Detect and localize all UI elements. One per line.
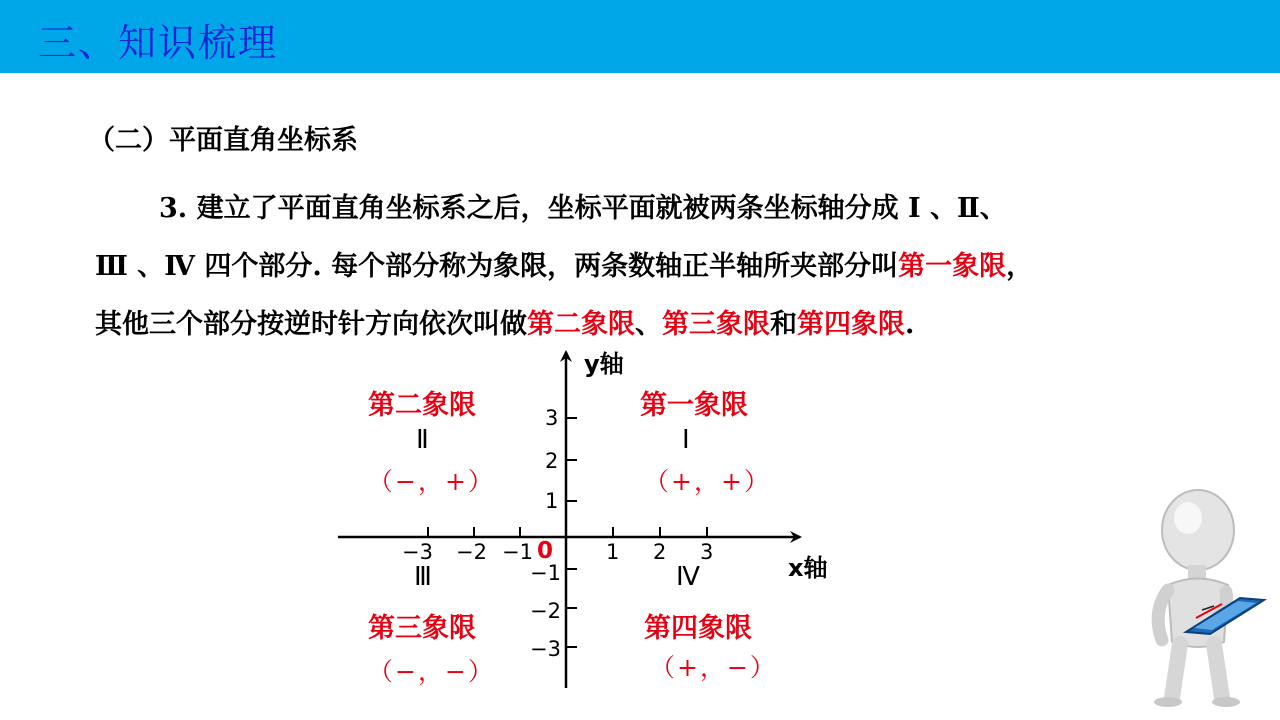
quadrant-4-signs: （+，−） — [650, 653, 777, 682]
y-tick-label: 2 — [545, 449, 559, 473]
section-heading: （二）平面直角坐标系 — [88, 125, 358, 156]
x-tick-label: −2 — [456, 540, 487, 564]
quadrant-1-name: 第一象限 — [640, 390, 748, 421]
quadrant-4-numeral: Ⅳ — [676, 562, 700, 592]
quadrant-3-numeral: Ⅲ — [414, 562, 432, 592]
text-run: 、 — [635, 309, 662, 340]
x-tick-label: 3 — [700, 540, 714, 564]
quadrant-2-signs: （−，+） — [368, 467, 495, 496]
quadrant-3-name: 第三象限 — [368, 613, 476, 644]
y-tick-label: −1 — [530, 561, 561, 585]
x-axis-label: x轴 — [788, 554, 828, 582]
quadrant-1-numeral: Ⅰ — [682, 425, 690, 455]
quadrant-4-name: 第四象限 — [644, 613, 752, 644]
text-run: Ⅲ 、Ⅳ 四个部分. 每个部分称为象限，两条数轴正半轴所夹部分叫 — [95, 251, 899, 282]
y-tick-label: −2 — [530, 599, 561, 623]
highlight-third-quadrant: 第三象限 — [662, 309, 770, 340]
y-axis-label: y轴 — [584, 350, 624, 378]
text-run: 其他三个部分按逆时针方向依次叫做 — [95, 309, 527, 340]
slide-title: 三、知识梳理 — [38, 21, 279, 65]
x-tick-label: 1 — [606, 540, 620, 564]
text-run: ， — [1006, 251, 1034, 282]
x-tick-label: 2 — [653, 540, 667, 564]
y-tick-label: 1 — [545, 489, 559, 513]
quadrant-1-signs: （+，+） — [644, 467, 771, 496]
highlight-fourth-quadrant: 第四象限 — [797, 309, 905, 340]
quadrant-2-name: 第二象限 — [368, 390, 476, 421]
text-run: . — [905, 309, 915, 340]
quadrant-2-numeral: Ⅱ — [416, 425, 429, 455]
quadrant-3-signs: （−，−） — [368, 657, 495, 686]
highlight-second-quadrant: 第二象限 — [527, 309, 635, 340]
origin-label: 0 — [537, 538, 554, 564]
x-tick-label: −3 — [402, 540, 433, 564]
x-tick-label: −1 — [502, 540, 533, 564]
3d-person-with-tablet-icon — [1154, 490, 1264, 707]
highlight-first-quadrant: 第一象限 — [898, 251, 1007, 282]
y-tick-label: −3 — [530, 637, 561, 661]
paragraph-line-1: 3. 建立了平面直角坐标系之后，坐标平面就被两条坐标轴分成 Ⅰ 、Ⅱ、 — [159, 193, 1007, 224]
text-run: 和 — [770, 309, 797, 340]
y-tick-label: 3 — [545, 406, 559, 430]
